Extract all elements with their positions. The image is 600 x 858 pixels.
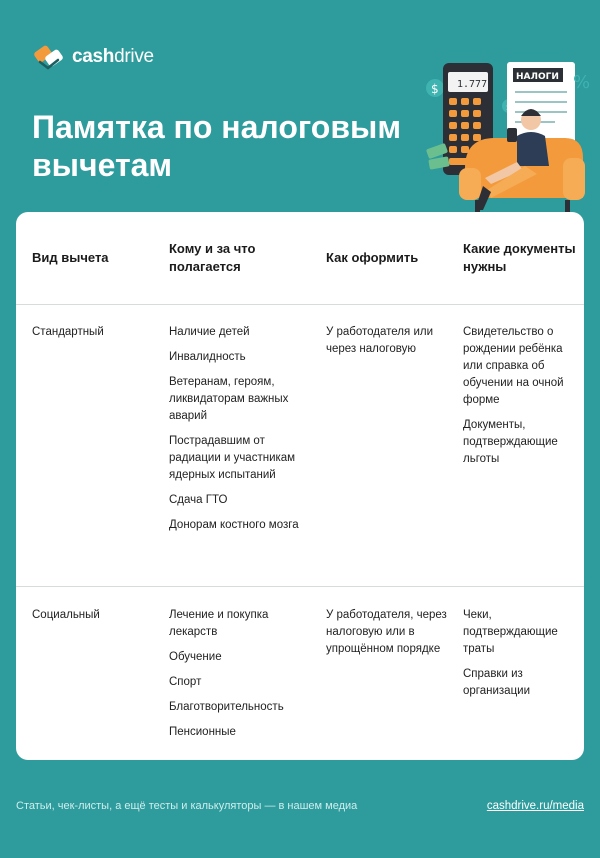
list-item: Свидетельство о рождении ребёнка или справка об обучении на очной форме <box>463 326 564 406</box>
deduction-type: Стандартный <box>32 326 104 338</box>
header-deduction-type: Вид вычета <box>32 250 109 265</box>
list-item: Сдача ГТО <box>169 494 228 506</box>
documents-list <box>463 607 578 708</box>
how-to-apply: У работодателя, через налоговую или в упрощённом порядке <box>326 609 447 655</box>
how-to-apply: У работодателя или через налоговую <box>326 326 433 355</box>
list-item: Донорам костного мозга <box>169 519 299 531</box>
handshake-logo-icon <box>32 40 66 74</box>
list-item: Наличие детей <box>169 326 250 338</box>
tax-sign-label: НАЛОГИ <box>516 72 559 82</box>
list-item: Пострадавшим от радиации и участникам ядерных испытаний <box>169 435 296 481</box>
eligibility-list <box>169 607 314 749</box>
list-item: Инвалидность <box>169 351 246 363</box>
media-link[interactable]: cashdrive.ru/media <box>486 800 584 812</box>
deductions-table <box>16 212 584 760</box>
header-how-to-apply: Как оформить <box>326 250 419 265</box>
header-who-for-what: Кому и за что полагается <box>169 241 256 274</box>
page-title: Памятка по налоговым вычетам <box>32 109 401 183</box>
svg-text:%: % <box>573 72 591 93</box>
svg-text:$: $ <box>431 82 439 96</box>
footer-text: Статьи, чек-листы, а ещё тесты и калькуляторы — в нашем медиа <box>16 800 358 812</box>
table-header-row <box>16 212 584 305</box>
list-item: Чеки, подтверждающие траты <box>463 609 558 655</box>
list-item: Пенсионные <box>169 726 236 738</box>
header <box>0 0 600 220</box>
list-item: Спорт <box>169 676 202 688</box>
eligibility-list <box>169 324 314 542</box>
documents-list <box>463 324 578 476</box>
list-item: Благотворительность <box>169 701 284 713</box>
table-row <box>16 587 584 760</box>
calculator-display: 1.777 <box>457 79 488 90</box>
table-row <box>16 304 584 587</box>
brand-name: cashdrive <box>72 46 154 67</box>
percent-icon <box>573 72 590 93</box>
list-item: Документы, подтверждающие льготы <box>463 419 558 465</box>
header-documents: Какие документы нужны <box>463 241 576 274</box>
list-item: Лечение и покупка лекарств <box>169 609 269 638</box>
list-item: Справки из организации <box>463 668 531 697</box>
deduction-type: Социальный <box>32 609 100 621</box>
footer <box>16 800 584 820</box>
list-item: Обучение <box>169 651 222 663</box>
brand-logo[interactable] <box>32 40 154 74</box>
tax-illustration <box>425 58 595 218</box>
list-item: Ветеранам, героям, ликвидаторам важных аварий <box>169 376 289 422</box>
